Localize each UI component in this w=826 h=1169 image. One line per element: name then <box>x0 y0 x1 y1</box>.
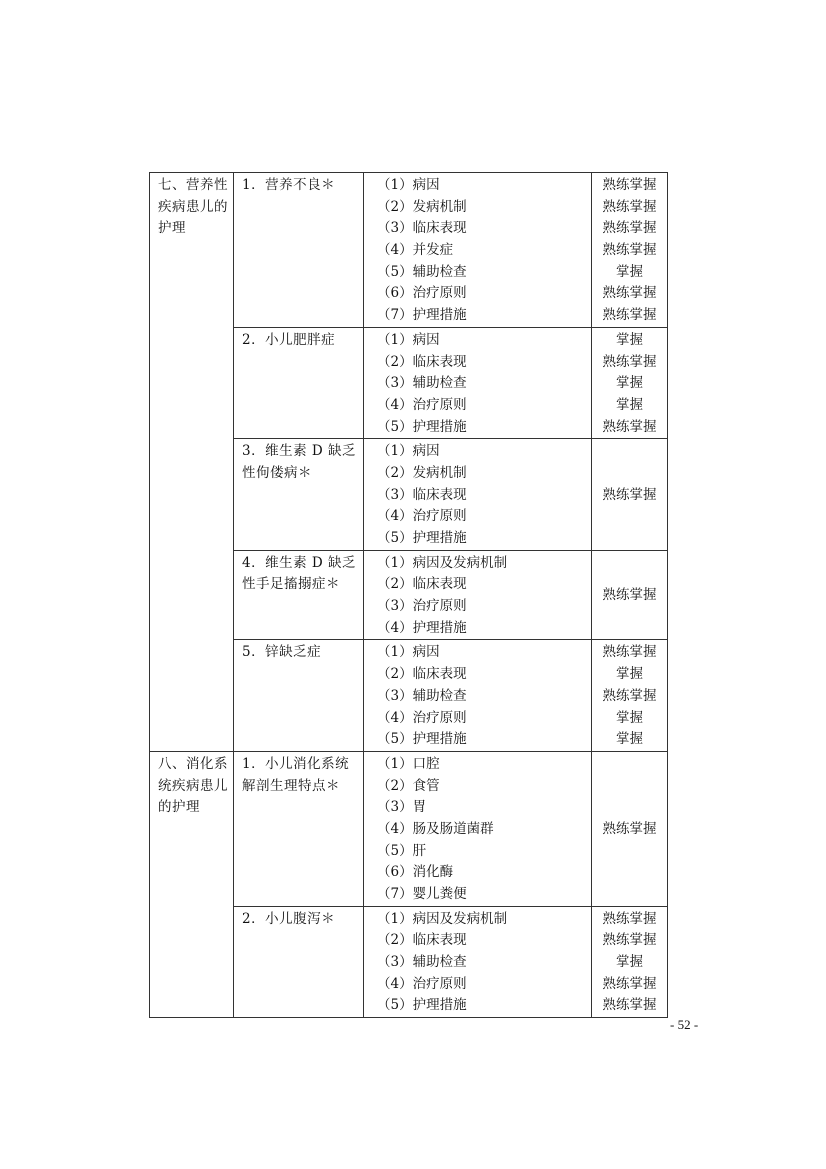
topic-items <box>364 173 592 328</box>
topic-items <box>364 550 592 640</box>
item-text: （2）临床表现 <box>377 576 467 593</box>
level-text: 熟练掌握 <box>602 353 657 370</box>
item-text: （4）治疗原则 <box>377 508 467 525</box>
item-text: （4）治疗原则 <box>377 709 467 726</box>
item-text: （5）辅助检查 <box>377 263 467 280</box>
item-text: （1）病因 <box>377 331 440 348</box>
page-number: - 52 - <box>670 1017 699 1032</box>
level-text: 掌握 <box>616 263 643 280</box>
topic-name: 1．小儿消化系统解剖生理特点＊ <box>234 751 364 906</box>
topic-name: 3．维生素 D 缺乏性佝偻病＊ <box>234 439 364 550</box>
item-text: （2）临床表现 <box>377 932 467 949</box>
level-text: 熟练掌握 <box>602 687 657 704</box>
item-text: （3）治疗原则 <box>377 598 467 615</box>
level-text: 掌握 <box>616 396 643 413</box>
item-text: （1）病因 <box>377 177 440 193</box>
item-text: （4）肠及肠道菌群 <box>377 820 494 837</box>
item-text: （3）胃 <box>377 799 427 816</box>
table-row <box>150 173 668 328</box>
requirement-level <box>592 439 668 550</box>
item-text: （5）肝 <box>377 842 427 859</box>
item-text: （7）护理措施 <box>377 307 467 324</box>
syllabus-table <box>149 172 668 1018</box>
level-text: 掌握 <box>616 731 643 748</box>
item-text: （3）辅助检查 <box>377 954 467 971</box>
level-text: 熟练掌握 <box>602 198 657 215</box>
item-text: （4）治疗原则 <box>377 975 467 992</box>
topic-items <box>364 327 592 438</box>
item-text: （2）食管 <box>377 777 440 794</box>
level-text: 掌握 <box>616 709 643 726</box>
level-text: 掌握 <box>616 666 643 683</box>
level-text: 熟练掌握 <box>602 997 657 1014</box>
level-text: 熟练掌握 <box>602 242 657 259</box>
level-text: 熟练掌握 <box>602 910 657 927</box>
level-text: 熟练掌握 <box>602 177 657 193</box>
level-text: 熟练掌握 <box>602 820 657 837</box>
level-text: 熟练掌握 <box>602 418 657 435</box>
item-text: （7）婴儿粪便 <box>377 886 467 902</box>
section-title: 七、营养性疾病患儿的护理 <box>150 173 234 752</box>
requirement-level <box>592 751 668 906</box>
topic-name: 4．维生素 D 缺乏性手足搐搦症＊ <box>234 550 364 640</box>
item-text: （3）辅助检查 <box>377 375 467 392</box>
item-text: （1）口腔 <box>377 755 440 772</box>
item-text: （6）消化酶 <box>377 864 454 881</box>
requirement-level <box>592 640 668 751</box>
topic-name: 5．锌缺乏症 <box>234 640 364 751</box>
topic-items <box>364 439 592 550</box>
item-text: （4）并发症 <box>377 242 454 259</box>
table-row <box>150 751 668 906</box>
level-text: 熟练掌握 <box>602 587 657 604</box>
item-text: （5）护理措施 <box>377 731 467 748</box>
item-text: （3）辅助检查 <box>377 687 467 704</box>
topic-items <box>364 640 592 751</box>
topic-items <box>364 751 592 906</box>
requirement-level <box>592 550 668 640</box>
item-text: （4）护理措施 <box>377 619 467 636</box>
topic-name: 2．小儿肥胖症 <box>234 327 364 438</box>
item-text: （3）临床表现 <box>377 486 467 503</box>
level-text: 熟练掌握 <box>602 644 657 661</box>
requirement-level <box>592 906 668 1017</box>
level-text: 掌握 <box>616 954 643 971</box>
requirement-level <box>592 173 668 328</box>
item-text: （3）临床表现 <box>377 220 467 237</box>
item-text: （6）治疗原则 <box>377 285 467 302</box>
item-text: （4）治疗原则 <box>377 396 467 413</box>
topic-name: 1．营养不良＊ <box>234 173 364 328</box>
level-text: 熟练掌握 <box>602 285 657 302</box>
level-text: 掌握 <box>616 375 643 392</box>
item-text: （2）临床表现 <box>377 666 467 683</box>
item-text: （2）临床表现 <box>377 353 467 370</box>
requirement-level <box>592 327 668 438</box>
section-title: 八、消化系统疾病患儿的护理 <box>150 751 234 1017</box>
item-text: （1）病因 <box>377 443 440 460</box>
item-text: （2）发病机制 <box>377 198 467 215</box>
level-text: 熟练掌握 <box>602 220 657 237</box>
level-text: 熟练掌握 <box>602 932 657 949</box>
item-text: （5）护理措施 <box>377 997 467 1014</box>
level-text: 熟练掌握 <box>602 975 657 992</box>
level-text: 掌握 <box>616 331 643 348</box>
level-text: 熟练掌握 <box>602 307 657 324</box>
item-text: （1）病因及发病机制 <box>377 910 508 927</box>
topic-items <box>364 906 592 1017</box>
item-text: （1）病因及发病机制 <box>377 554 508 571</box>
item-text: （2）发病机制 <box>377 464 467 481</box>
topic-name: 2．小儿腹泻＊ <box>234 906 364 1017</box>
item-text: （5）护理措施 <box>377 418 467 435</box>
level-text: 熟练掌握 <box>602 486 657 503</box>
item-text: （1）病因 <box>377 644 440 661</box>
item-text: （5）护理措施 <box>377 530 467 546</box>
